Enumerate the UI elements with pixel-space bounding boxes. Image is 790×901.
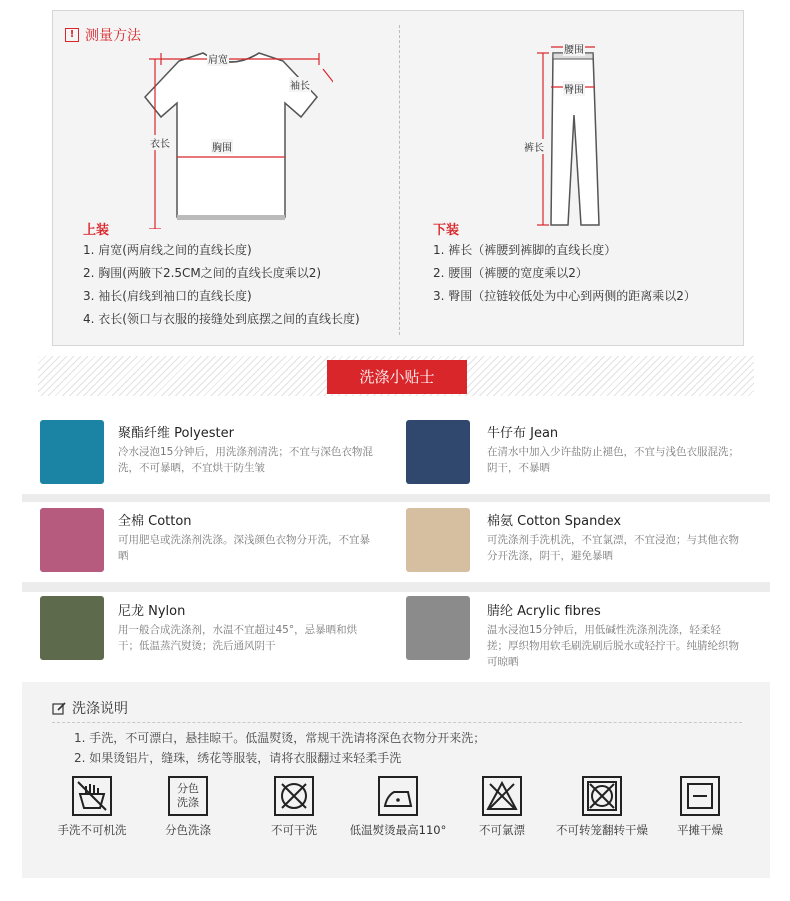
bottom-section-title: 下装: [433, 223, 460, 238]
fabric-separator: [22, 582, 770, 592]
measure-title: ! 测量方法: [65, 25, 141, 45]
top-line-3: 3. 袖长(肩线到袖口的直线长度): [83, 289, 252, 303]
care-label: 不可氯漂: [479, 823, 525, 837]
no-tumble-dry-icon: [582, 776, 622, 816]
washing-tips-title: 洗涤小贴士: [327, 360, 467, 394]
flat-dry-icon: [680, 776, 720, 816]
top-line-4: 4. 衣长(领口与衣服的接缝处到底摆之间的直线长度): [83, 312, 360, 326]
top-line-2: 2. 胸围(两腋下2.5CM之间的直线长度乘以2): [83, 266, 322, 280]
care-label: 不可干洗: [271, 823, 317, 837]
fabric-name: 尼龙 Nylon: [118, 604, 186, 619]
fabric-item-nylon: [40, 596, 104, 660]
fabric-desc: 可洗涤剂手洗机洗，不宜氯漂，不宜浸泡；与其他衣物分开洗涤，阴干，避免暴晒: [487, 534, 739, 562]
care-title: 洗涤说明: [52, 698, 128, 718]
top-section-title: 上装: [83, 223, 110, 238]
length-label: 衣长: [149, 135, 171, 150]
bottom-line-3: 3. 臀围（拉链较低处为中心到两侧的距离乘以2）: [433, 289, 696, 303]
top-line-1: 1. 肩宽(两肩线之间的直线长度): [83, 243, 252, 257]
fabric-name: 全棉 Cotton: [118, 514, 192, 529]
iron-low-icon: [378, 776, 418, 816]
care-line-1: 1. 手洗，不可漂白，悬挂晾干。低温熨烫，常规干洗请将深色衣物分开来洗；: [74, 731, 486, 745]
hand-wash-icon: [72, 776, 112, 816]
hip-label: 臀围: [563, 81, 585, 96]
panel-divider: [399, 25, 400, 335]
measurement-panel: [52, 10, 744, 346]
fabric-desc: 可用肥皂或洗涤剂洗涤。深浅颜色衣物分开洗，不宜暴晒: [118, 534, 370, 562]
tshirt-diagram: [133, 39, 333, 229]
care-label: 不可转笼翻转干燥: [556, 823, 648, 837]
care-label: 手洗不可机洗: [57, 823, 127, 837]
pants-length-label: 裤长: [523, 139, 545, 154]
fabric-desc: 在清水中加入少许盐防止褪色，不宜与浅色衣服混洗；阴干，不暴晒: [487, 446, 739, 474]
warning-icon: !: [65, 28, 79, 42]
waist-label: 腰围: [563, 41, 585, 56]
care-label: 低温熨烫最高110°: [349, 823, 447, 837]
fabric-desc: 冷水浸泡15分钟后，用洗涤剂清洗；不宜与深色衣物混洗，不可暴晒，不宜烘干防生皱: [118, 446, 373, 474]
fabric-separator: [22, 494, 770, 502]
pants-diagram: [523, 35, 613, 235]
fabric-name: 聚酯纤维 Polyester: [118, 426, 234, 441]
bottom-line-1: 1. 裤长（裤腰到裤脚的直线长度）: [433, 243, 617, 257]
fabric-name: 腈纶 Acrylic fibres: [487, 604, 601, 619]
no-bleach-icon: [482, 776, 522, 816]
edit-icon: [52, 701, 66, 715]
fabric-swatch: [40, 420, 104, 484]
fabric-name: 棉氨 Cotton Spandex: [487, 514, 622, 529]
fabric-item-polyester: [40, 420, 104, 484]
fabric-desc: 温水浸泡15分钟后，用低碱性洗涤剂洗涤，轻柔轻搓；厚织物用软毛刷洗刷后脱水或轻拧干。纯腈纶织物可晾晒: [487, 624, 739, 668]
fabric-item-jean: [406, 420, 470, 484]
no-dry-clean-icon: [274, 776, 314, 816]
fabric-item-acrylic: [406, 596, 470, 660]
chest-label: 胸围: [211, 139, 233, 154]
fabric-desc: 用一般合成洗涤剂，水温不宜超过45°，忌暴晒和烘干；低温蒸汽熨烫；洗后通风阴干: [118, 624, 358, 652]
fabric-swatch: [40, 508, 104, 572]
shoulder-label: 肩宽: [207, 51, 229, 66]
fabric-item-cotton: [40, 508, 104, 572]
care-line-2: 2. 如果烫铝片，缝珠，绣花等服装，请将衣服翻过来轻柔手洗: [74, 751, 402, 765]
fabric-name: 牛仔布 Jean: [487, 426, 559, 441]
fabric-swatch: [406, 420, 470, 484]
care-label: 平摊干燥: [677, 823, 723, 837]
fabric-swatch: [406, 596, 470, 660]
fabric-swatch: [40, 596, 104, 660]
care-section: [22, 682, 770, 878]
care-divider: [52, 722, 742, 723]
separate-wash-icon: 分色 洗涤: [168, 776, 208, 816]
care-label: 分色洗涤: [165, 823, 211, 837]
sleeve-label: 袖长: [289, 77, 311, 92]
bottom-line-2: 2. 腰围（裤腰的宽度乘以2）: [433, 266, 588, 280]
fabric-item-cotton-spandex: [406, 508, 470, 572]
fabric-swatch: [406, 508, 470, 572]
